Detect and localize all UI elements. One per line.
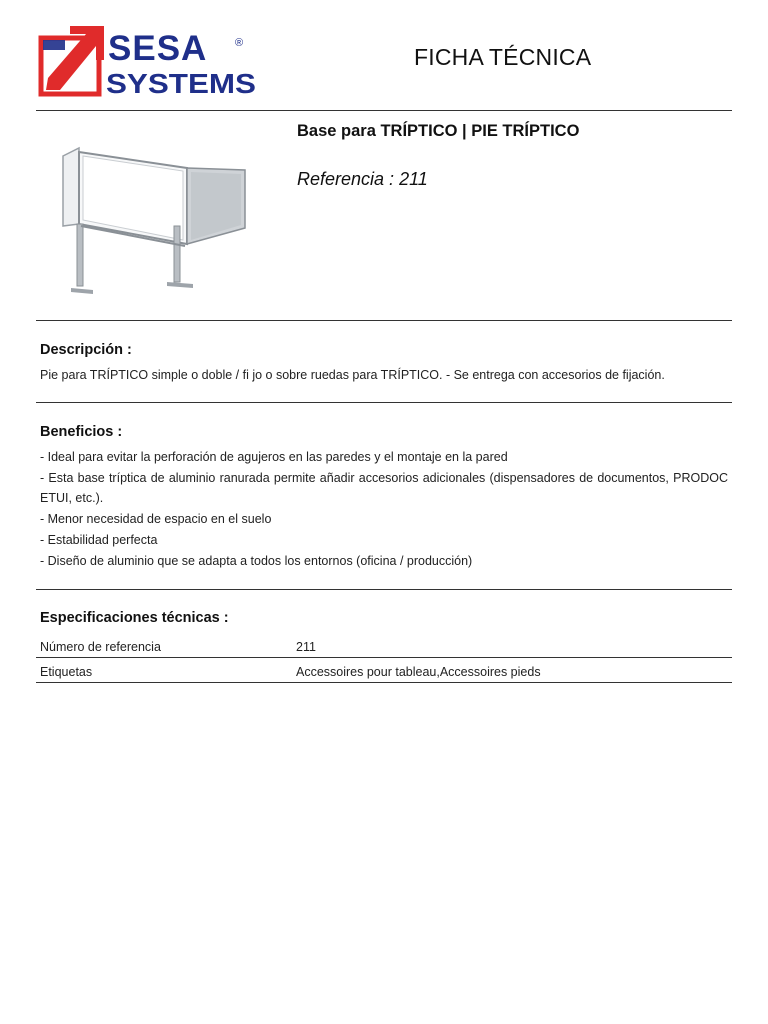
list-item: - Ideal para evitar la perforación de agujeros en las paredes y el montaje en la pared bbox=[40, 450, 508, 464]
list-item: - Estabilidad perfecta bbox=[40, 532, 158, 547]
spec-label: Número de referencia bbox=[40, 640, 161, 654]
product-image bbox=[37, 116, 255, 312]
spec-label: Etiquetas bbox=[40, 665, 93, 679]
sesa-systems-logo bbox=[38, 24, 258, 98]
description-text: Pie para TRÍPTICO simple o doble / fi jo o sobre ruedas para TRÍPTICO. - Se entrega con accesorios de fijación. bbox=[40, 368, 665, 382]
benefits-heading: Beneficios : bbox=[40, 424, 123, 440]
list-item: - Diseño de aluminio que se adapta a todos los entornos (oficina / producción) bbox=[40, 553, 473, 568]
reference-label: Referencia : bbox=[297, 169, 400, 189]
divider bbox=[36, 402, 732, 403]
row-divider bbox=[36, 682, 732, 683]
description-heading: Descripción : bbox=[40, 342, 132, 358]
specs-heading: Especificaciones técnicas : bbox=[40, 610, 229, 626]
benefits-list bbox=[40, 447, 728, 571]
logo-text-top: SESA bbox=[108, 29, 208, 68]
table-row bbox=[36, 659, 732, 683]
spec-value: 211 bbox=[296, 640, 316, 654]
divider bbox=[36, 589, 732, 590]
page-title: FICHA TÉCNICA bbox=[414, 44, 592, 70]
spec-value: Accessoires pour tableau,Accessoires pieds bbox=[296, 665, 541, 679]
triptych-whiteboard-icon bbox=[37, 116, 255, 312]
table-row bbox=[36, 634, 732, 658]
reference-value: 211 bbox=[399, 169, 428, 189]
logo-arrow-icon bbox=[41, 26, 104, 94]
product-reference bbox=[297, 169, 428, 190]
divider bbox=[36, 110, 732, 111]
divider bbox=[36, 320, 732, 321]
list-item: - Menor necesidad de espacio en el suelo bbox=[40, 512, 272, 527]
logo-registered-mark: ® bbox=[235, 37, 244, 49]
logo-text-bottom: SYSTEMS bbox=[106, 68, 256, 98]
product-title: Base para TRÍPTICO | PIE TRÍPTICO bbox=[297, 122, 580, 140]
row-divider bbox=[36, 657, 732, 658]
list-item: - Esta base tríptica de aluminio ranurada permite añadir accesorios adicionales (dispensadores de documentos, PRODOC ETUI, etc.). bbox=[40, 470, 728, 506]
